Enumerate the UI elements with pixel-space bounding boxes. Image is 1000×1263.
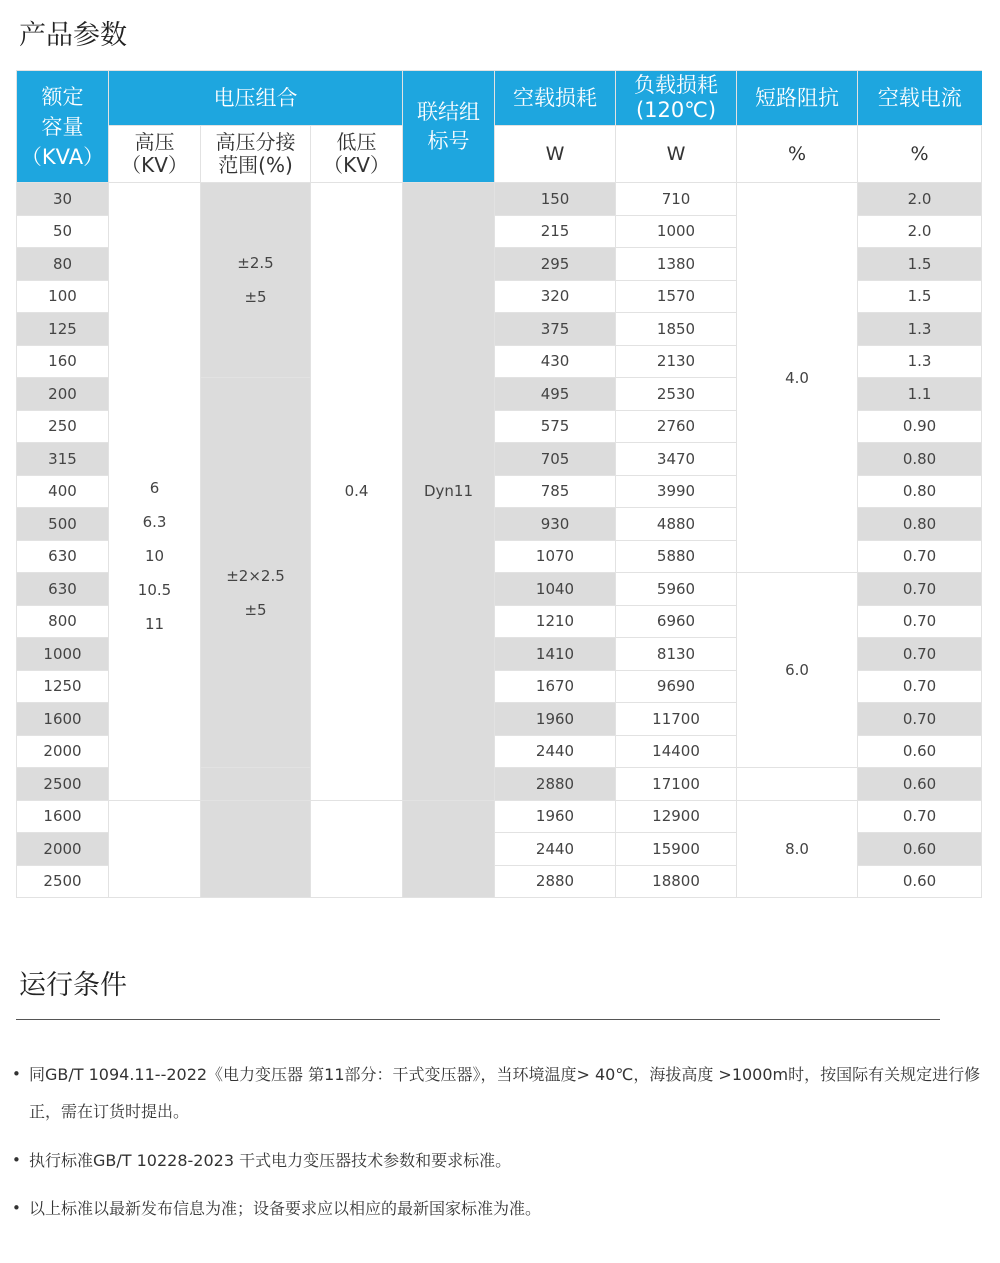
list-item: • 以上标准以最新发布信息为准；设备要求应以相应的最新国家标准为准。 [12,1190,982,1227]
cell-impedance-b: 6.0 [737,573,858,768]
cell-capacity: 315 [17,443,109,476]
cell-load-loss: 18800 [616,865,737,898]
cell-impedance-empty [737,768,858,801]
cell-no-load-current: 0.90 [858,410,982,443]
cell-capacity: 1250 [17,670,109,703]
cell-no-load-loss: 215 [495,215,616,248]
cell-no-load-loss: 430 [495,345,616,378]
cell-no-load-loss: 930 [495,508,616,541]
header-capacity: 额定 容量 （KVA） [17,71,109,183]
cell-no-load-current: 0.80 [858,508,982,541]
cell-no-load-loss: 2880 [495,865,616,898]
cell-no-load-current: 0.70 [858,670,982,703]
header-no-load-current: 空载电流 [858,71,982,126]
cell-no-load-current: 0.70 [858,605,982,638]
cell-no-load-current: 1.3 [858,345,982,378]
header-voltage-combo: 电压组合 [109,71,403,126]
cell-load-loss: 1380 [616,248,737,281]
cell-lv-empty [311,800,403,898]
cell-load-loss: 1570 [616,280,737,313]
cell-capacity: 2000 [17,735,109,768]
cell-no-load-loss: 1960 [495,703,616,736]
cell-capacity: 250 [17,410,109,443]
cell-no-load-current: 2.0 [858,183,982,216]
cell-no-load-loss: 1040 [495,573,616,606]
cell-capacity: 800 [17,605,109,638]
cell-load-loss: 710 [616,183,737,216]
cell-lv: 0.4 [311,183,403,801]
cell-impedance-c: 8.0 [737,800,858,898]
section-title-conditions: 运行条件 [19,970,127,1001]
cell-load-loss: 2530 [616,378,737,411]
cell-no-load-loss: 295 [495,248,616,281]
cell-no-load-loss: 1670 [495,670,616,703]
cell-no-load-current: 2.0 [858,215,982,248]
cell-capacity: 2000 [17,833,109,866]
cell-load-loss: 5880 [616,540,737,573]
cell-load-loss: 3990 [616,475,737,508]
section-divider [16,1019,940,1020]
cell-load-loss: 17100 [616,768,737,801]
cell-no-load-current: 0.60 [858,768,982,801]
cell-capacity: 2500 [17,865,109,898]
cell-capacity: 125 [17,313,109,346]
cell-hv-empty [109,800,201,898]
cell-vector-group: Dyn11 [403,183,495,801]
cell-capacity: 2500 [17,768,109,801]
cell-capacity: 200 [17,378,109,411]
cell-no-load-loss: 1410 [495,638,616,671]
header-impedance: 短路阻抗 [737,71,858,126]
cell-no-load-loss: 2880 [495,768,616,801]
cell-no-load-current: 0.80 [858,475,982,508]
cell-no-load-current: 0.70 [858,703,982,736]
cell-no-load-current: 0.60 [858,735,982,768]
cell-no-load-loss: 495 [495,378,616,411]
table-row [17,183,982,216]
cell-no-load-current: 0.60 [858,833,982,866]
header-no-load-loss: 空载损耗 [495,71,616,126]
cell-load-loss: 2760 [616,410,737,443]
unit-no-load-current: % [858,126,982,183]
cell-capacity: 1000 [17,638,109,671]
cell-no-load-loss: 150 [495,183,616,216]
cell-no-load-loss: 320 [495,280,616,313]
cell-load-loss: 8130 [616,638,737,671]
cell-capacity: 500 [17,508,109,541]
cell-tap-empty [201,800,311,898]
cell-capacity: 630 [17,540,109,573]
cell-tap-a: ±2.5 ±5 [201,183,311,378]
cell-no-load-loss: 785 [495,475,616,508]
cell-load-loss: 2130 [616,345,737,378]
cell-no-load-loss: 2440 [495,833,616,866]
unit-load-loss: W [616,126,737,183]
cell-load-loss: 12900 [616,800,737,833]
list-item: • 执行标准GB/T 10228-2023 干式电力变压器技术参数和要求标准。 [12,1142,982,1179]
header-load-loss: 负载损耗 (120℃) [616,71,737,126]
cell-no-load-current: 0.70 [858,573,982,606]
cell-capacity: 50 [17,215,109,248]
cell-no-load-current: 1.5 [858,248,982,281]
cell-no-load-current: 1.5 [858,280,982,313]
cell-capacity: 1600 [17,800,109,833]
unit-impedance: % [737,126,858,183]
conditions-list [12,1056,982,1227]
list-item: • 同GB/T 1094.11--2022《电力变压器 第11部分：干式变压器》，当环境温度> 40℃，海拔高度 >1000m时，按国际有关规定进行修正，需在订货时提出。 [12,1056,982,1130]
section-title-params: 产品参数 [19,20,127,51]
header-vector-group: 联结组 标号 [403,71,495,183]
cell-no-load-current: 0.60 [858,865,982,898]
cell-load-loss: 15900 [616,833,737,866]
cell-no-load-current: 1.1 [858,378,982,411]
header-tap: 高压分接 范围(%) [201,126,311,183]
cell-no-load-current: 1.3 [858,313,982,346]
cell-no-load-current: 0.80 [858,443,982,476]
cell-no-load-loss: 705 [495,443,616,476]
cell-vector-group-empty [403,800,495,898]
cell-no-load-current: 0.70 [858,638,982,671]
cell-capacity: 160 [17,345,109,378]
cell-load-loss: 11700 [616,703,737,736]
cell-capacity: 400 [17,475,109,508]
cell-no-load-current: 0.70 [858,540,982,573]
cell-load-loss: 3470 [616,443,737,476]
cell-capacity: 1600 [17,703,109,736]
cell-no-load-current: 0.70 [858,800,982,833]
cell-capacity: 100 [17,280,109,313]
cell-load-loss: 6960 [616,605,737,638]
cell-hv: 6 6.3 10 10.5 11 [109,183,201,801]
cell-load-loss: 9690 [616,670,737,703]
cell-load-loss: 1850 [616,313,737,346]
cell-no-load-loss: 1070 [495,540,616,573]
cell-capacity: 80 [17,248,109,281]
header-lv: 低压 （KV） [311,126,403,183]
cell-load-loss: 14400 [616,735,737,768]
cell-load-loss: 4880 [616,508,737,541]
cell-impedance-a: 4.0 [737,183,858,573]
cell-load-loss: 1000 [616,215,737,248]
cell-capacity: 630 [17,573,109,606]
cell-load-loss: 5960 [616,573,737,606]
cell-no-load-loss: 375 [495,313,616,346]
table-row [17,800,982,833]
cell-no-load-loss: 575 [495,410,616,443]
cell-no-load-loss: 1210 [495,605,616,638]
cell-tap-b: ±2×2.5 ±5 [201,378,311,768]
cell-capacity: 30 [17,183,109,216]
cell-no-load-loss: 1960 [495,800,616,833]
cell-no-load-loss: 2440 [495,735,616,768]
params-table [16,70,982,898]
header-hv: 高压 （KV） [109,126,201,183]
unit-no-load-loss: W [495,126,616,183]
cell-tap-empty [201,768,311,801]
